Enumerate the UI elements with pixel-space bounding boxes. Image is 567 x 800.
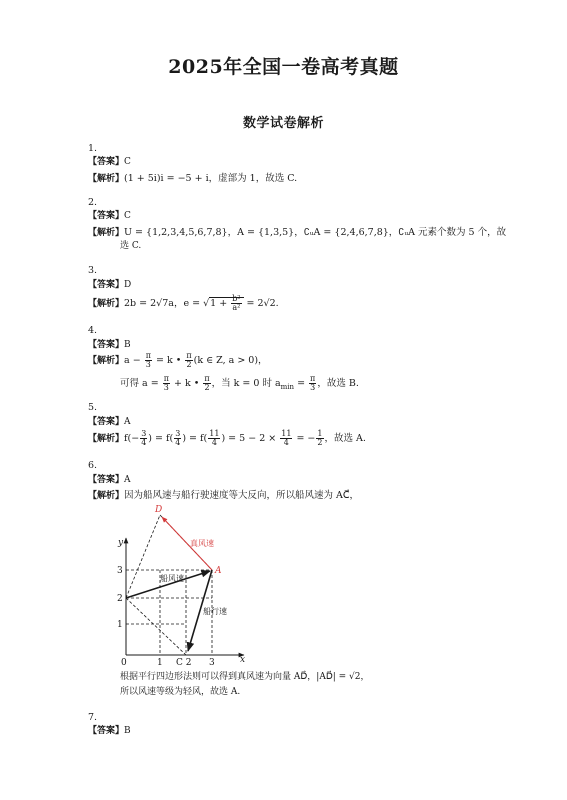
page-title: 2025年全国一卷高考真题 (168, 56, 399, 78)
denominator: 3 (310, 383, 316, 392)
denominator: 2 (204, 383, 210, 392)
wind-vector-figure (110, 500, 260, 668)
answer-label: 【答案】 (88, 157, 125, 167)
answer-label: 【答案】 (88, 417, 125, 427)
math-text: ) = f( (148, 433, 174, 444)
fraction (203, 375, 210, 392)
numerator: π (204, 374, 210, 383)
analysis-continuation: 所以风速等级为轻风，故选 A. (120, 687, 241, 697)
y-tick-label: 3 (117, 566, 123, 576)
answer-value: B (124, 340, 131, 350)
denominator: 4 (283, 438, 289, 447)
answer-label: 【答案】 (88, 726, 125, 736)
fraction (280, 430, 292, 447)
math-text: ，故选 A. (324, 433, 366, 444)
math-text: f(− (124, 433, 140, 444)
math-text: ) = f( (182, 433, 208, 444)
denominator: 4 (141, 438, 147, 447)
x-tick-label: 3 (209, 658, 215, 668)
math-text: + k • (170, 378, 203, 389)
denominator: 3 (163, 383, 169, 392)
origin-label: 0 (121, 658, 127, 668)
point-D-label: D (155, 505, 163, 515)
answer-label: 【答案】 (88, 475, 125, 485)
analysis-label: 【解析】 (88, 491, 125, 501)
numerator: π (145, 351, 151, 360)
analysis-text: (1 + 5i)i = −5 + i，虚部为 1，故选 C. (124, 173, 298, 184)
y-tick-label: 1 (117, 620, 123, 630)
analysis-continuation: 根据平行四边形法则可以得到真风速为向量 AD⃗，|AD⃗| = √2， (120, 672, 370, 682)
y-axis-label: y (118, 538, 124, 548)
math-text: = − (293, 433, 316, 444)
answer-value: D (124, 280, 132, 290)
numerator: 3 (141, 429, 147, 438)
answer-line (88, 417, 131, 428)
numerator: π (310, 374, 316, 383)
fraction (174, 430, 181, 447)
answer-value: A (124, 475, 131, 485)
question-number: 3. (88, 265, 98, 276)
answer-label: 【答案】 (88, 211, 125, 221)
analysis-text: 因为船风速与船行驶速度等大反向，所以船风速为 AC⃗， (124, 490, 360, 501)
fraction (208, 430, 220, 447)
page-subtitle: 数学试卷解析 (242, 116, 324, 131)
analysis-label: 【解析】 (88, 356, 125, 366)
numerator: b² (232, 294, 241, 303)
answer-line (88, 475, 131, 486)
analysis-line (88, 227, 506, 239)
fraction (145, 352, 152, 369)
ship-wind-label: 船风速 (160, 574, 184, 583)
answer-line (88, 157, 131, 168)
analysis-line (88, 173, 297, 185)
answer-value: B (124, 726, 131, 736)
question-number: 4. (88, 325, 98, 336)
question-number: 1. (88, 143, 98, 154)
fraction (185, 352, 192, 369)
x-axis-label: x (240, 655, 246, 665)
sqrt-content (209, 294, 243, 312)
analysis-label: 【解析】 (88, 299, 125, 309)
fraction (163, 375, 170, 392)
analysis-continuation: 选 C. (120, 241, 142, 251)
denominator: 2 (186, 360, 192, 369)
y-tick-label: 2 (117, 594, 123, 604)
point-A-label: A (215, 566, 222, 576)
analysis-text: 2b = 2√7a，e = (124, 298, 204, 309)
math-text: ，当 k = 0 时 a (211, 378, 281, 389)
math-text: 可得 a = (120, 378, 162, 389)
question-number: 5. (88, 402, 98, 413)
math-text: a − (124, 355, 144, 366)
subscript: min (280, 382, 295, 391)
analysis-text: U = {1,2,3,4,5,6,7,8}，A = {1,3,5}，∁ᵤA = {2,4,6,7,8}，∁ᵤA 元素个数为 5 个，故 (124, 227, 507, 238)
fraction (231, 295, 241, 312)
answer-value: C (124, 157, 131, 167)
sqrt-sign: √ (203, 298, 210, 309)
analysis-continuation (120, 373, 359, 398)
answer-label: 【答案】 (88, 340, 125, 350)
boat-velocity-label: 船行速 (203, 607, 227, 616)
fraction (140, 430, 147, 447)
answer-line (88, 726, 131, 737)
numerator: π (186, 351, 192, 360)
numerator: 11 (209, 429, 220, 438)
answer-value: A (124, 417, 131, 427)
question-number: 7. (88, 712, 98, 723)
numerator: 3 (175, 429, 181, 438)
analysis-label: 【解析】 (88, 434, 125, 444)
x-tick-label: 1 (157, 658, 163, 668)
math-text: ) = 5 − 2 × (221, 433, 280, 444)
math-text: (k ∈ Z, a > 0)， (193, 355, 268, 366)
question-number: 6. (88, 460, 98, 471)
answer-line (88, 211, 131, 222)
sqrt-text: 1 + (210, 298, 231, 309)
answer-value: C (124, 211, 131, 221)
denominator: 4 (175, 438, 181, 447)
fraction (316, 430, 323, 447)
question-number: 2. (88, 197, 98, 208)
numerator: 1 (317, 429, 323, 438)
math-text: ，故选 B. (317, 378, 359, 389)
true-wind-label: 真风速 (190, 539, 214, 548)
answer-label: 【答案】 (88, 280, 125, 290)
numerator: π (163, 374, 169, 383)
answer-line (88, 280, 131, 291)
analysis-line (88, 350, 268, 372)
fraction (309, 375, 316, 392)
denominator: 4 (211, 438, 217, 447)
math-text: = k • (152, 355, 185, 366)
analysis-label: 【解析】 (88, 174, 125, 184)
denominator: 3 (145, 360, 151, 369)
analysis-line (88, 292, 279, 316)
denominator: a² (232, 303, 241, 312)
denominator: 2 (317, 438, 323, 447)
analysis-line (88, 428, 366, 450)
numerator: 11 (281, 429, 292, 438)
analysis-label: 【解析】 (88, 228, 125, 238)
math-text: = (294, 378, 309, 389)
analysis-text: = 2√2. (243, 298, 279, 309)
x-tick-label: C 2 (176, 658, 192, 668)
